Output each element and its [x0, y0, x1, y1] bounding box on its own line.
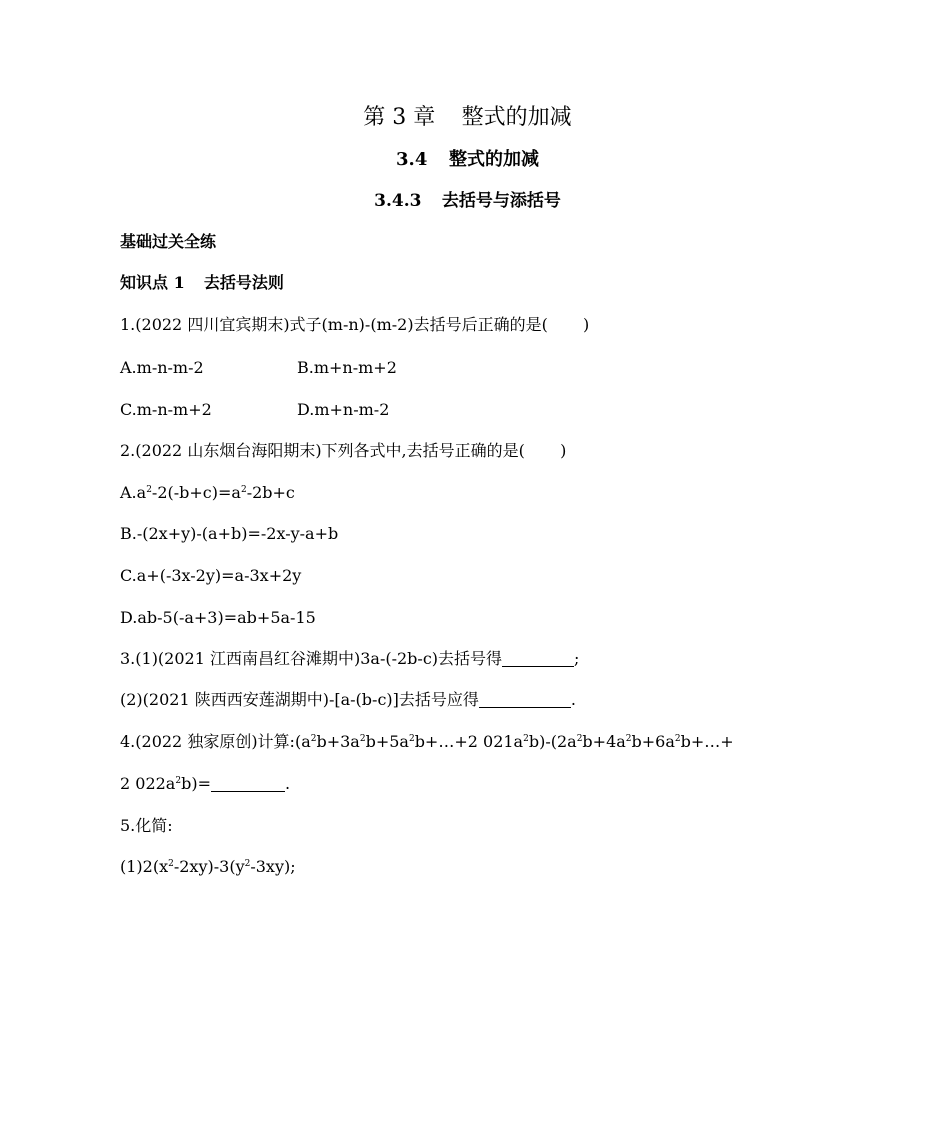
question-1-option-b: B.m+n-m+2	[297, 358, 397, 377]
question-2-option-b: B.-(2x+y)-(a+b)=-2x-y-a+b	[120, 524, 339, 543]
knowledge-point-name: 去括号法则	[203, 273, 284, 292]
question-5-stem: 5.化简:	[120, 816, 173, 835]
question-1-stem	[120, 315, 589, 335]
option-a-part: -2(-b+c)=a	[151, 483, 241, 502]
question-5-sub-1	[120, 857, 296, 877]
knowledge-point-heading	[120, 273, 284, 293]
subsection-title	[0, 190, 935, 212]
question-4-line-1	[120, 732, 734, 752]
question-4-text: b)-(2a	[528, 732, 577, 751]
question-1-paren-close: )	[583, 315, 590, 334]
question-1-option-c: C.m-n-m+2	[120, 400, 212, 419]
question-5-text: (1)2(x	[120, 857, 169, 876]
exponent: 2	[240, 485, 247, 495]
question-1-option-a: A.m-n-m-2	[120, 358, 204, 377]
question-4-line-2	[120, 774, 290, 794]
exponent: 2	[168, 859, 174, 869]
question-3-part-1	[120, 649, 579, 669]
question-2-option-d: D.ab-5(-a+3)=ab+5a-15	[120, 608, 316, 627]
exponent: 2	[146, 485, 152, 495]
subsection-number: 3.4.3	[374, 191, 422, 211]
question-3-part-2-text: (2)(2021 陕西西安莲湖期中)-[a-(b-c)]去括号应得	[120, 690, 479, 709]
section-title	[0, 149, 935, 171]
subsection-name: 去括号与添括号	[441, 191, 561, 211]
question-2-stem	[120, 441, 566, 461]
punctuation: .	[570, 690, 576, 709]
exponent: 2	[175, 776, 182, 786]
exponent: 2	[310, 734, 317, 744]
option-a-part: -2b+c	[246, 483, 295, 502]
exponent: 2	[359, 734, 366, 744]
punctuation: .	[284, 774, 291, 793]
answer-blank[interactable]	[502, 650, 574, 667]
question-1-option-d: D.m+n-m-2	[297, 400, 390, 419]
question-2-option-c: C.a+(-3x-2y)=a-3x+2y	[120, 566, 302, 585]
question-4-text: 4.(2022 独家原创)计算:(a	[120, 732, 311, 751]
question-3-part-2	[120, 690, 576, 710]
question-2-paren-close: )	[560, 441, 567, 460]
exponent: 2	[576, 734, 583, 744]
exponent: 2	[523, 734, 529, 744]
question-4-text: b+…+	[680, 732, 734, 751]
question-4-text: 2 022a	[120, 774, 176, 793]
exponent: 2	[244, 859, 251, 869]
question-3-part-1-text: 3.(1)(2021 江西南昌红谷滩期中)3a-(-2b-c)去括号得	[120, 649, 503, 668]
question-4-text: b+5a	[365, 732, 409, 751]
exponent: 2	[674, 734, 681, 744]
question-2-option-a	[120, 483, 295, 503]
question-2-text: 2.(2022 山东烟台海阳期末)下列各式中,去括号正确的是(	[120, 441, 525, 460]
question-5-text: -2xy)-3(y	[173, 857, 245, 876]
practice-heading: 基础过关全练	[120, 232, 217, 251]
option-a-part: A.a	[120, 483, 147, 502]
chapter-name: 整式的加减	[461, 105, 572, 130]
knowledge-point-label: 知识点 1	[120, 273, 185, 292]
exponent: 2	[625, 734, 632, 744]
chapter-title	[0, 104, 935, 132]
question-4-text: b)=	[181, 774, 211, 793]
chapter-label: 第 3 章	[363, 105, 436, 130]
answer-blank[interactable]	[211, 775, 285, 792]
punctuation: ;	[574, 649, 580, 668]
answer-blank[interactable]	[479, 691, 571, 708]
question-4-text: b+…+2 021a	[414, 732, 524, 751]
section-number: 3.4	[396, 149, 428, 170]
question-5-text: -3xy);	[250, 857, 296, 876]
question-4-text: b+4a	[582, 732, 626, 751]
question-4-text: b+3a	[316, 732, 360, 751]
exponent: 2	[408, 734, 415, 744]
section-name: 整式的加减	[448, 149, 539, 170]
question-1-text: 1.(2022 四川宜宾期末)式子(m-n)-(m-2)去括号后正确的是(	[120, 315, 548, 334]
question-4-text: b+6a	[631, 732, 675, 751]
